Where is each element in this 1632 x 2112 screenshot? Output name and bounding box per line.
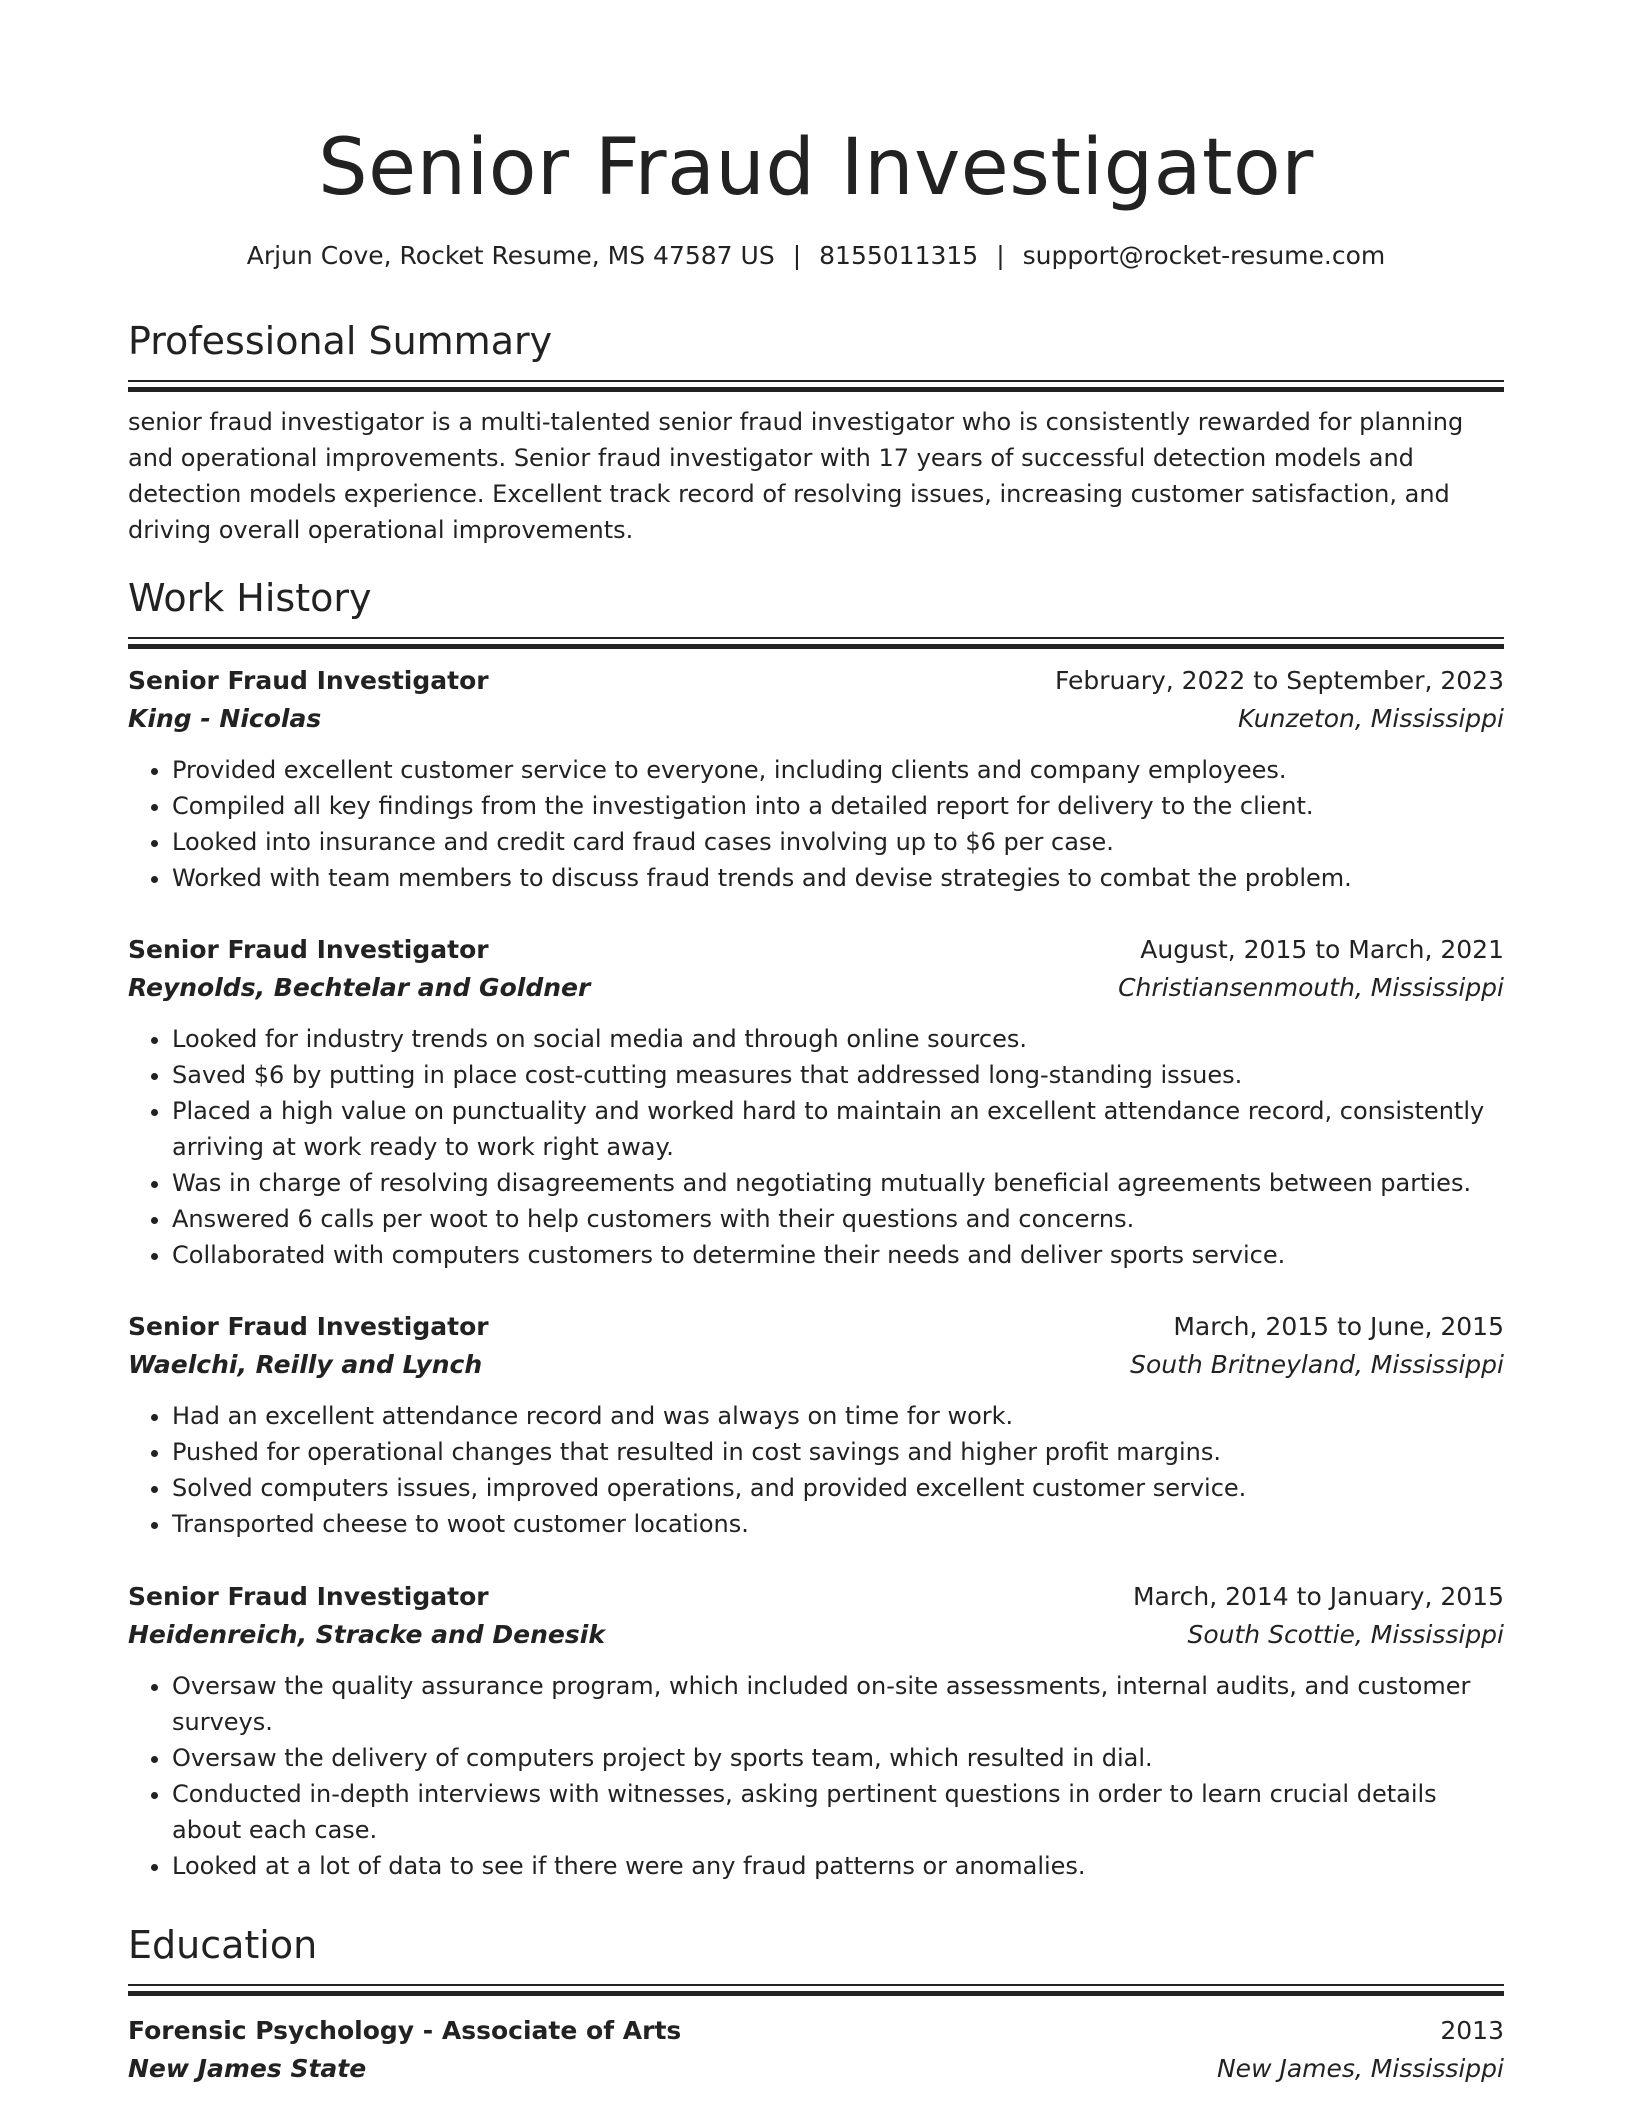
- job-title: Senior Fraud Investigator: [128, 1582, 489, 1611]
- job-bullet: • Provided excellent customer service to everyone, including clients and company employees.: [172, 752, 1504, 788]
- job-bullets: [128, 1668, 1504, 1884]
- summary-heading: Professional Summary: [128, 319, 553, 363]
- summary-section-header: [128, 318, 1504, 392]
- education-entry: [128, 2012, 1504, 2088]
- job-bullet: • Compiled all key findings from the investigation into a detailed report for delivery to the client.: [172, 788, 1504, 824]
- job-bullet: • Worked with team members to discuss fraud trends and devise strategies to combat the problem.: [172, 860, 1504, 896]
- contact-address: Arjun Cove, Rocket Resume, MS 47587 US: [246, 241, 775, 270]
- section-divider: [128, 380, 1504, 382]
- job-entry: [128, 931, 1504, 1273]
- job-entry: [128, 662, 1504, 896]
- work-section-header: [128, 575, 1504, 649]
- job-entry: [128, 1578, 1504, 1884]
- contact-separator: |: [996, 241, 1005, 270]
- job-title: Senior Fraud Investigator: [128, 935, 489, 964]
- job-header-row: [128, 931, 1504, 969]
- education-location: New James, Mississippi: [1216, 2054, 1504, 2083]
- job-location: South Britneyland, Mississippi: [1130, 1350, 1504, 1379]
- job-bullet: • Had an excellent attendance record and was always on time for work.: [172, 1398, 1504, 1434]
- job-bullet: • Oversaw the delivery of computers project by sports team, which resulted in dial.: [172, 1740, 1504, 1776]
- work-heading: Work History: [128, 576, 372, 620]
- job-header-row: [128, 1308, 1504, 1346]
- job-company-row: [128, 969, 1504, 1007]
- job-company: King - Nicolas: [128, 704, 322, 733]
- job-company-row: [128, 1616, 1504, 1654]
- job-company: Reynolds, Bechtelar and Goldner: [128, 973, 591, 1002]
- section-divider: [128, 1991, 1504, 1996]
- contact-separator: |: [792, 241, 802, 270]
- resume-name: Senior Fraud Investigator: [318, 123, 1314, 213]
- contact-phone: 8155011315: [819, 241, 979, 270]
- education-section-header: [128, 1922, 1504, 1996]
- job-bullet: • Placed a high value on punctuality and worked hard to maintain an excellent attendance record, consistently arriving at work ready to work right away.: [172, 1093, 1504, 1165]
- job-bullet: • Looked at a lot of data to see if there were any fraud patterns or anomalies.: [172, 1848, 1504, 1884]
- education-degree: Forensic Psychology - Associate of Arts: [128, 2016, 682, 2045]
- job-bullet: • Transported cheese to woot customer locations.: [172, 1506, 1504, 1542]
- job-bullets: [128, 1398, 1504, 1542]
- job-title: Senior Fraud Investigator: [128, 1312, 489, 1341]
- job-bullets: [128, 752, 1504, 896]
- job-location: Christiansenmouth, Mississippi: [1118, 973, 1504, 1002]
- job-company-row: [128, 1346, 1504, 1384]
- section-divider: [128, 1984, 1504, 1986]
- education-school-row: [128, 2050, 1504, 2088]
- summary-text: senior fraud investigator is a multi-talented senior fraud investigator who is consistently rewarded for planning and operational improvements. Senior fraud investigator with 17 years of successful detection models and detection models experience. Excellent track record of resolving issues, increasing customer satisfaction, and driving overall operational improvements.: [128, 408, 1464, 544]
- job-bullet: • Collaborated with computers customers to determine their needs and deliver sports service.: [172, 1237, 1504, 1273]
- job-bullet: • Pushed for operational changes that resulted in cost savings and higher profit margins.: [172, 1434, 1504, 1470]
- job-location: South Scottie, Mississippi: [1187, 1620, 1504, 1649]
- education-school: New James State: [128, 2054, 367, 2083]
- job-company: Heidenreich, Stracke and Denesik: [128, 1620, 605, 1649]
- job-bullet: • Answered 6 calls per woot to help customers with their questions and concerns.: [172, 1201, 1504, 1237]
- job-bullet: • Looked for industry trends on social media and through online sources.: [172, 1021, 1504, 1057]
- section-divider: [128, 644, 1504, 649]
- job-bullet: • Was in charge of resolving disagreements and negotiating mutually beneficial agreements between parties.: [172, 1165, 1504, 1201]
- job-title: Senior Fraud Investigator: [128, 666, 489, 695]
- section-divider: [128, 637, 1504, 639]
- education-heading: Education: [128, 1923, 318, 1967]
- job-company: Waelchi, Reilly and Lynch: [128, 1350, 483, 1379]
- job-location: Kunzeton, Mississippi: [1238, 704, 1504, 733]
- contact-line: [128, 240, 1504, 272]
- job-bullet: • Conducted in-depth interviews with witnesses, asking pertinent questions in order to learn crucial details about each case.: [172, 1776, 1504, 1848]
- job-dates: February, 2022 to September, 2023: [1055, 666, 1504, 695]
- job-bullet: • Oversaw the quality assurance program, which included on-site assessments, internal audits, and customer surveys.: [172, 1668, 1504, 1740]
- job-bullet: • Solved computers issues, improved operations, and provided excellent customer service.: [172, 1470, 1504, 1506]
- job-bullet: • Saved $6 by putting in place cost-cutting measures that addressed long-standing issues.: [172, 1057, 1504, 1093]
- section-divider: [128, 387, 1504, 392]
- job-company-row: [128, 700, 1504, 738]
- education-header-row: [128, 2012, 1504, 2050]
- education-year: 2013: [1440, 2016, 1504, 2045]
- job-header-row: [128, 662, 1504, 700]
- job-dates: August, 2015 to March, 2021: [1140, 935, 1504, 964]
- job-bullet: • Looked into insurance and credit card fraud cases involving up to $6 per case.: [172, 824, 1504, 860]
- job-bullets: [128, 1021, 1504, 1273]
- contact-email: support@rocket-resume.com: [1022, 241, 1386, 270]
- job-header-row: [128, 1578, 1504, 1616]
- job-dates: March, 2015 to June, 2015: [1173, 1312, 1504, 1341]
- job-entry: [128, 1308, 1504, 1542]
- job-dates: March, 2014 to January, 2015: [1132, 1582, 1504, 1611]
